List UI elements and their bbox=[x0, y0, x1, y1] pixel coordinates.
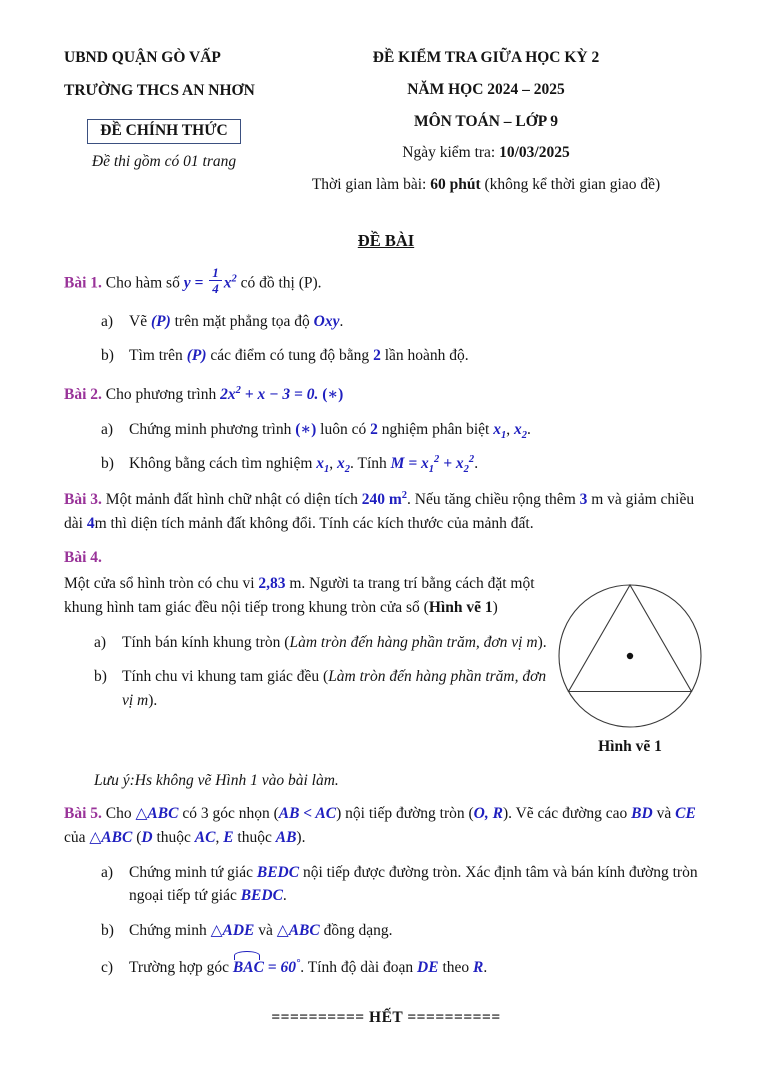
problem-3-text: Bài 3. Một mảnh đất hình chữ nhật có diện tích 240 $m^2$. Nếu tăng chiều rộng thêm 3 m và giảm chiều dài 4m thì diện tích mảnh đất không đổi. Tính các kích thước của mảnh đất. bbox=[64, 490, 695, 533]
problem-4-body bbox=[64, 572, 708, 756]
exam-date-line: Ngày kiểm tra: 10/03/2025 bbox=[402, 144, 570, 162]
item-text: Tìm trên (P) các điểm có tung độ bằng 2 lần hoành độ. bbox=[129, 347, 469, 365]
problem-4-note: Lưu ý:Hs không vẽ Hình 1 vào bài làm. bbox=[94, 772, 339, 790]
problem-5-item-b bbox=[101, 919, 708, 942]
item-letter: a) bbox=[101, 420, 114, 438]
problem-5-item-a bbox=[101, 861, 708, 908]
duration-line: Thời gian làm bài: 60 phút (không kể thời gian giao đề) bbox=[311, 176, 661, 194]
school-line: TRƯỜNG THCS AN NHƠN bbox=[64, 81, 255, 99]
item-letter: a) bbox=[101, 313, 114, 331]
page-count-note: Đề thi gồm có 01 trang bbox=[91, 153, 237, 171]
school-year-line: NĂM HỌC 2024 – 2025 bbox=[407, 80, 565, 98]
official-box-wrap bbox=[64, 119, 264, 144]
item-text: Chứng minh tứ giác BEDC nội tiếp được đường tròn. Xác định tâm và bán kính đường tròn ngoại tiếp tứ giác BEDC. bbox=[129, 864, 698, 905]
subject-line: MÔN TOÁN – LỚP 9 bbox=[413, 112, 559, 130]
section-title bbox=[64, 231, 708, 251]
item-letter: b) bbox=[94, 668, 107, 686]
problem-2-item-b bbox=[101, 452, 708, 475]
problem-2-item-a bbox=[101, 418, 708, 441]
problem-4 bbox=[64, 546, 708, 790]
item-text: Chứng minh △ADE và △ABC đồng dạng. bbox=[129, 921, 393, 939]
problem-1-item-a bbox=[101, 310, 708, 333]
item-text: Tính chu vi khung tam giác đều (Làm tròn đến hàng phần trăm, đơn vị m). bbox=[122, 668, 547, 709]
district-line: UBND QUẬN GÒ VẤP bbox=[64, 49, 221, 66]
problem-2 bbox=[64, 383, 708, 476]
item-letter: b) bbox=[101, 921, 114, 939]
problem-4-item-a bbox=[94, 631, 551, 654]
header bbox=[64, 42, 708, 201]
item-letter: c) bbox=[101, 958, 114, 976]
problem-5 bbox=[64, 802, 708, 979]
problem-3 bbox=[64, 488, 708, 536]
item-text: Không bằng cách tìm nghiệm $x_1$, $x_2$. Tính $M = x_1^2 + x_2^2$. bbox=[129, 453, 479, 475]
end-marker: ========== HẾT ========== bbox=[271, 1009, 501, 1027]
official-exam-box: ĐỀ CHÍNH THỨC bbox=[87, 119, 240, 144]
problem-5-intro: Bài 5. Cho △ABC có 3 góc nhọn (AB < AC) nội tiếp đường tròn (O, R). Vẽ các đường cao BD và CE của △ABC (D thuộc AC, E thuộc AB). bbox=[64, 805, 696, 847]
header-left bbox=[64, 42, 264, 171]
section-title-text: ĐỀ BÀI bbox=[357, 230, 415, 250]
problem-1 bbox=[64, 264, 708, 368]
problem-4-item-b bbox=[94, 665, 551, 712]
problem-1-intro: Bài 1. Cho hàm số y = $\frac{1}{4}$ $x^2$ có đồ thị (P). bbox=[64, 264, 322, 297]
problem-1-item-b bbox=[101, 344, 708, 367]
problem-4-left-column bbox=[64, 572, 551, 756]
problem-4-label: Bài 4. bbox=[64, 549, 102, 567]
item-letter: b) bbox=[101, 454, 114, 472]
problem-5-item-c bbox=[101, 956, 708, 979]
figure-1 bbox=[551, 572, 709, 756]
exam-title-line: ĐỀ KIỂM TRA GIỮA HỌC KỲ 2 bbox=[372, 49, 600, 66]
item-letter: b) bbox=[101, 347, 114, 365]
figure-caption: Hình vẽ 1 bbox=[598, 738, 662, 756]
item-text: Trường hợp góc BAC = 60°. Tính độ dài đoạn DE theo R. bbox=[129, 956, 708, 979]
item-letter: a) bbox=[101, 864, 114, 882]
item-text: Tính bán kính khung tròn (Làm tròn đến hàng phần trăm, đơn vị m). bbox=[122, 634, 547, 652]
header-right bbox=[264, 42, 708, 201]
circle-triangle-figure bbox=[551, 580, 709, 732]
item-text: Chứng minh phương trình (∗) luôn có 2 nghiệm phân biệt $x_1$, $x_2$. bbox=[129, 420, 531, 441]
item-text: Vẽ (P) trên mặt phẳng tọa độ Oxy. bbox=[129, 313, 344, 331]
problem-2-intro: Bài 2. Cho phương trình $2x^2 + x - 3 = 0$. (∗) bbox=[64, 384, 344, 403]
item-letter: a) bbox=[94, 634, 107, 652]
problem-4-text: Một cửa sổ hình tròn có chu vi 2,83 m. Người ta trang trí bằng cách đặt một khung hình tam giác đều nội tiếp trong khung tròn cửa sổ (Hình vẽ 1) bbox=[64, 575, 535, 617]
